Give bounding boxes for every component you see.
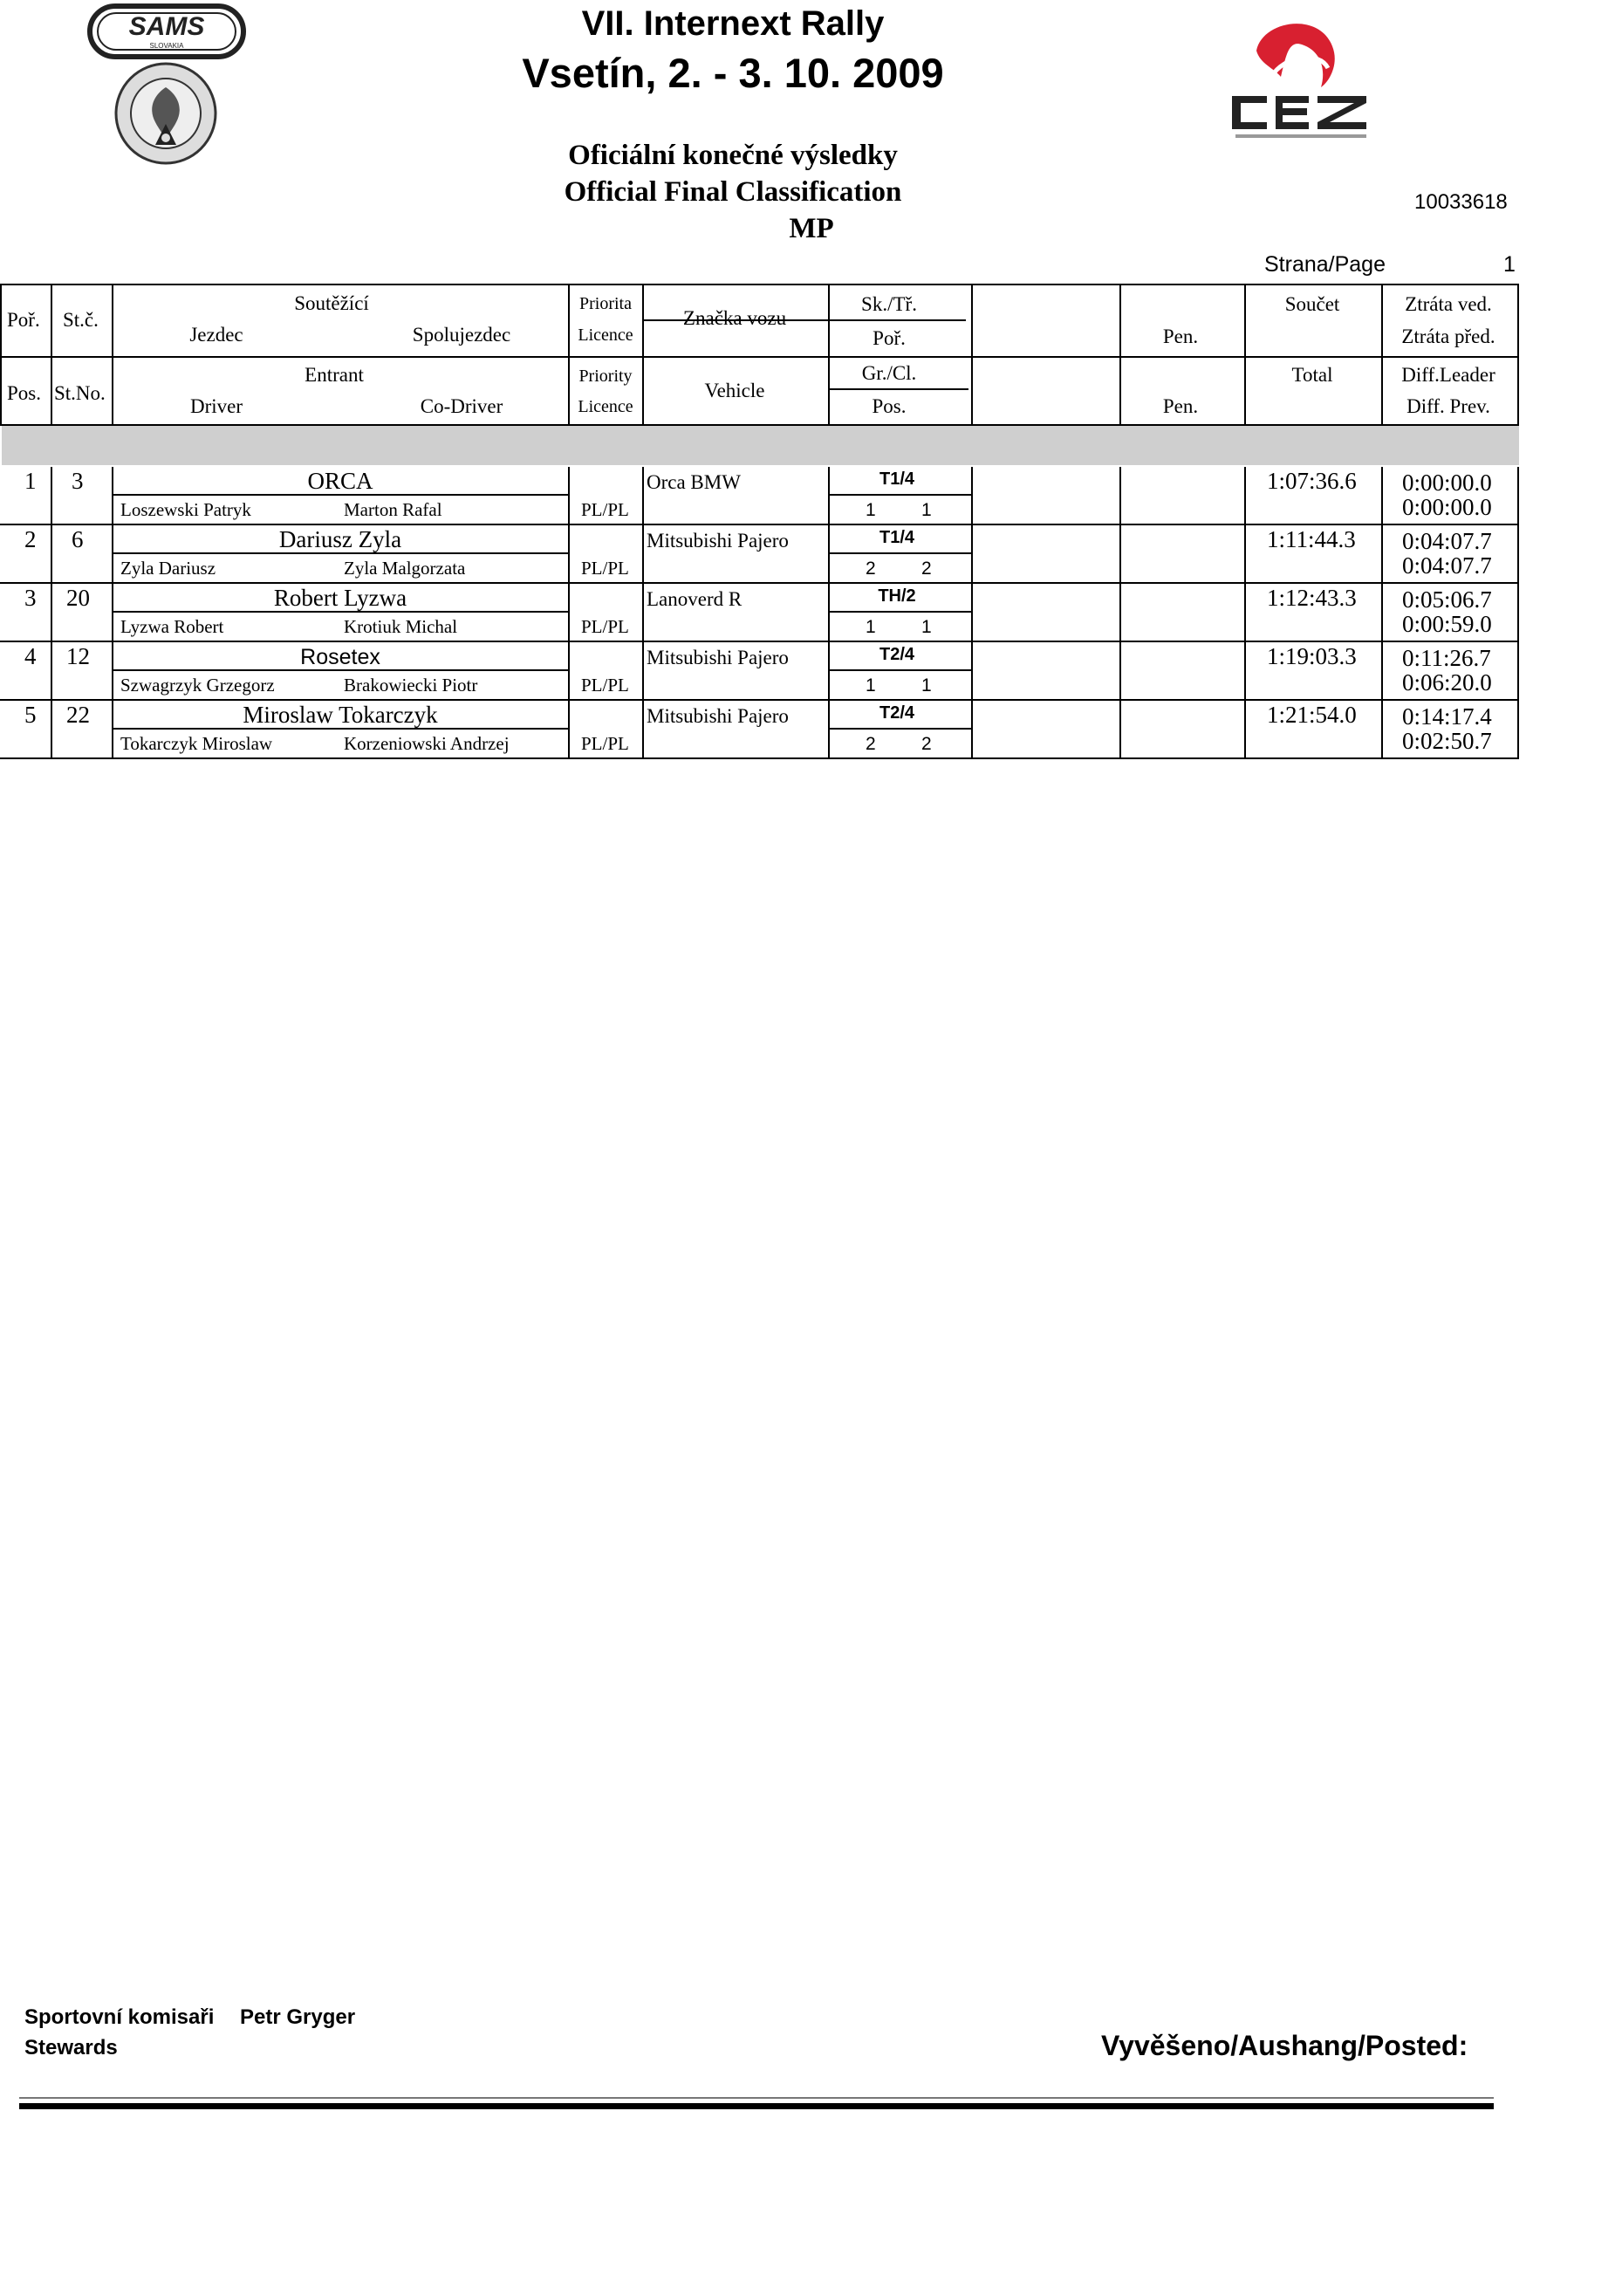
row-diff-leader: 0:04:07.7 xyxy=(1402,528,1492,554)
row-pos: 5 xyxy=(24,702,37,728)
col-priority-en: Priority xyxy=(578,367,633,386)
row-class-pos: 1 xyxy=(921,617,932,637)
col-driver-en: Driver xyxy=(189,395,243,417)
row-entrant: Miroslaw Tokarczyk xyxy=(243,702,438,728)
row-group-pos: 2 xyxy=(866,559,876,579)
page-label: Strana/Page xyxy=(1264,252,1386,277)
event-location-dates: Vsetín, 2. - 3. 10. 2009 xyxy=(522,50,944,96)
row-driver: Szwagrzyk Grzegorz xyxy=(120,675,275,696)
row-entrant: ORCA xyxy=(307,468,373,494)
row-stno: 20 xyxy=(66,585,90,611)
col-stno-en: St.No. xyxy=(54,382,106,404)
row-vehicle: Mitsubishi Pajero xyxy=(647,647,789,668)
event-title: VII. Internext Rally xyxy=(581,4,885,43)
posted-label: Vyvěšeno/Aushang/Posted: xyxy=(1101,2030,1468,2061)
row-licence: PL/PL xyxy=(581,733,629,754)
row-diff-leader: 0:14:17.4 xyxy=(1402,703,1492,730)
col-diff-leader-cz: Ztráta ved. xyxy=(1405,293,1492,315)
row-pos: 4 xyxy=(24,643,37,669)
category-label: MP xyxy=(789,213,834,244)
row-diff-leader: 0:00:00.0 xyxy=(1402,469,1492,496)
row-licence: PL/PL xyxy=(581,558,629,579)
col-licence-en: Licence xyxy=(578,397,633,416)
row-vehicle: Mitsubishi Pajero xyxy=(647,705,789,727)
col-vehicle-cz: Značka vozu xyxy=(682,307,787,329)
stewards-label-en: Stewards xyxy=(24,2036,118,2060)
cez-logo xyxy=(1223,16,1398,147)
row-codriver: Krotiuk Michal xyxy=(344,616,458,637)
row-group-pos: 2 xyxy=(866,734,876,754)
footer-rule-thin xyxy=(19,2097,1494,2099)
row-vehicle: Orca BMW xyxy=(647,471,741,493)
stewards-label-cz: Sportovní komisaři xyxy=(24,2005,215,2029)
stewards-name: Petr Gryger xyxy=(240,2005,356,2029)
col-vehicle-en: Vehicle xyxy=(704,380,765,401)
sams-logo xyxy=(87,3,246,59)
col-diff-prev-cz: Ztráta před. xyxy=(1401,326,1495,347)
row-class-pos: 1 xyxy=(921,675,932,696)
row-diff-leader: 0:11:26.7 xyxy=(1402,645,1491,671)
col-group-pos-cz: Poř. xyxy=(873,327,906,349)
row-class-pos: 2 xyxy=(921,559,932,579)
row-codriver: Marton Rafal xyxy=(344,499,442,520)
col-group-class-cz: Sk./Tř. xyxy=(861,293,917,315)
row-group-pos: 1 xyxy=(866,617,876,637)
row-codriver: Zyla Malgorzata xyxy=(344,558,466,579)
col-group-pos-en: Pos. xyxy=(872,395,907,417)
col-entrant-en: Entrant xyxy=(305,364,364,386)
page-number: 1 xyxy=(1503,252,1516,277)
row-licence: PL/PL xyxy=(581,675,629,696)
row-total: 1:21:54.0 xyxy=(1267,702,1357,728)
col-driver-cz: Jezdec xyxy=(189,324,243,346)
row-group-pos: 1 xyxy=(866,675,876,696)
row-diff-prev: 0:04:07.7 xyxy=(1402,552,1492,579)
footer-rule xyxy=(19,2103,1494,2109)
col-codriver-en: Co-Driver xyxy=(420,395,503,417)
header-separator-band xyxy=(2,426,1519,465)
federation-seal xyxy=(113,61,218,166)
row-codriver: Korzeniowski Andrzej xyxy=(344,733,510,754)
row-class: T1/4 xyxy=(879,469,915,489)
col-pos-en: Pos. xyxy=(7,382,41,404)
row-total: 1:12:43.3 xyxy=(1267,585,1357,611)
row-diff-prev: 0:00:00.0 xyxy=(1402,494,1492,520)
row-diff-prev: 0:06:20.0 xyxy=(1402,669,1492,696)
row-stno: 3 xyxy=(72,468,84,494)
col-pen-en: Pen. xyxy=(1162,395,1199,417)
row-class: T2/4 xyxy=(879,703,915,723)
col-pen-cz: Pen. xyxy=(1162,326,1199,347)
row-diff-prev: 0:00:59.0 xyxy=(1402,611,1492,637)
row-diff-prev: 0:02:50.7 xyxy=(1402,728,1492,754)
row-driver: Tokarczyk Miroslaw xyxy=(120,733,273,754)
row-entrant: Robert Lyzwa xyxy=(273,585,407,611)
row-driver: Zyla Dariusz xyxy=(120,558,216,579)
row-class: T2/4 xyxy=(879,645,915,664)
row-class-pos: 2 xyxy=(921,734,932,754)
sams-logo-subtext: SLOVAKIA xyxy=(149,42,184,50)
col-entrant-cz: Soutěžící xyxy=(294,292,369,314)
col-stno-cz: St.č. xyxy=(63,309,99,331)
col-licence-cz: Licence xyxy=(578,326,633,345)
row-driver: Loszewski Patryk xyxy=(120,499,251,520)
row-stno: 12 xyxy=(66,643,90,669)
subtitle-cz: Oficiální konečné výsledky xyxy=(568,140,898,171)
row-pos: 3 xyxy=(24,585,37,611)
row-pos: 2 xyxy=(24,526,37,552)
row-class-pos: 1 xyxy=(921,500,932,520)
row-pos: 1 xyxy=(24,468,37,494)
col-group-class-en: Gr./Cl. xyxy=(861,362,917,384)
row-licence: PL/PL xyxy=(581,616,629,637)
row-diff-leader: 0:05:06.7 xyxy=(1402,586,1492,613)
row-class: T1/4 xyxy=(879,528,915,547)
row-driver: Lyzwa Robert xyxy=(120,616,224,637)
row-class: TH/2 xyxy=(878,586,916,606)
row-entrant: Dariusz Zyla xyxy=(278,526,402,552)
table-header xyxy=(0,0,1622,1)
col-diff-prev-en: Diff. Prev. xyxy=(1406,395,1490,417)
row-stno: 6 xyxy=(72,526,84,552)
row-entrant: Rosetex xyxy=(300,645,380,669)
row-vehicle: Lanoverd R xyxy=(647,588,743,610)
sams-logo-text: SAMS xyxy=(128,12,205,41)
document-number: 10033618 xyxy=(1414,190,1508,214)
col-diff-leader-en: Diff.Leader xyxy=(1401,364,1495,386)
row-group-pos: 1 xyxy=(866,500,876,520)
row-total: 1:19:03.3 xyxy=(1267,643,1357,669)
row-licence: PL/PL xyxy=(581,499,629,520)
col-total-cz: Součet xyxy=(1284,293,1340,315)
row-stno: 22 xyxy=(66,702,90,728)
row-total: 1:07:36.6 xyxy=(1267,468,1357,494)
subtitle-en: Official Final Classification xyxy=(564,176,902,208)
col-pos-cz: Poř. xyxy=(7,309,40,331)
col-codriver-cz: Spolujezdec xyxy=(412,324,511,346)
row-codriver: Brakowiecki Piotr xyxy=(344,675,478,696)
col-total-en: Total xyxy=(1291,364,1333,386)
row-vehicle: Mitsubishi Pajero xyxy=(647,530,789,552)
col-priority-cz: Priorita xyxy=(579,294,632,313)
row-total: 1:11:44.3 xyxy=(1267,526,1356,552)
